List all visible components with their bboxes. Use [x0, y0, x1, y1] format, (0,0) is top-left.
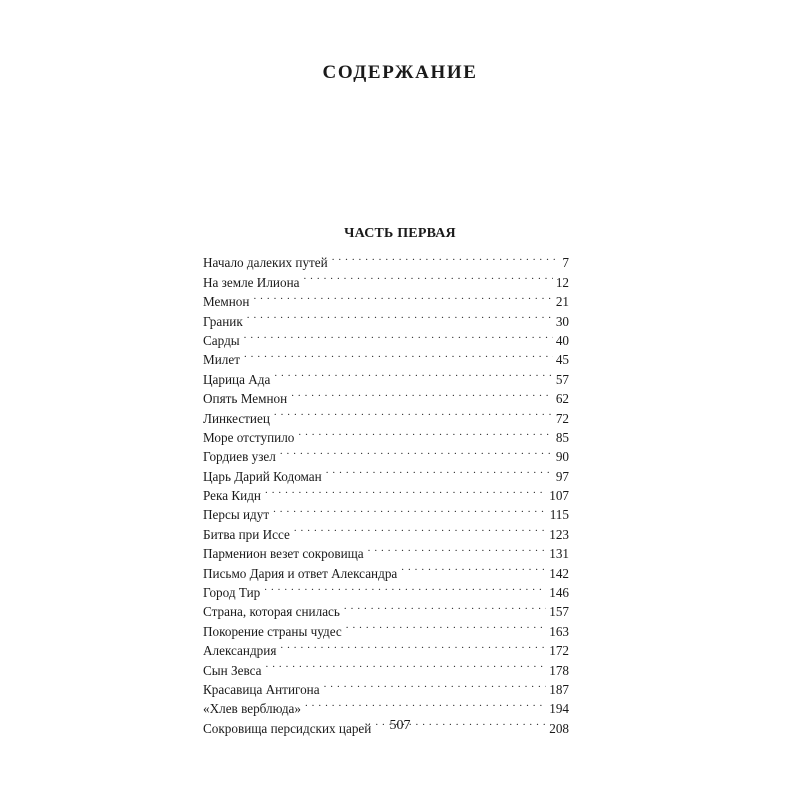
toc-entry-page: 131 [549, 546, 569, 562]
toc-entry-title: Александрия [203, 641, 280, 660]
dot-leader [291, 384, 553, 403]
toc-entry-page: 12 [555, 274, 569, 290]
toc-entry-title: Линкестиец [203, 409, 274, 428]
dot-leader [264, 578, 546, 597]
dot-leader [332, 248, 558, 267]
toc-entry-title: На земле Илиона [203, 273, 303, 292]
toc-entry-page: 62 [555, 391, 569, 407]
toc-entry-page: 208 [549, 720, 569, 736]
dot-leader [303, 267, 552, 286]
toc-entry-title: Царица Ада [203, 370, 274, 389]
toc-entry-page: 90 [555, 449, 569, 465]
dot-leader [324, 675, 547, 694]
toc-entry-page: 123 [549, 526, 569, 542]
toc-entry-page: 178 [549, 662, 569, 678]
toc-entry-title: Письмо Дария и ответ Александра [203, 564, 401, 583]
toc-entry-title: Страна, которая снилась [203, 602, 344, 621]
dot-leader [244, 345, 553, 364]
dot-leader [274, 403, 553, 422]
dot-leader [344, 597, 546, 616]
dot-leader [401, 558, 546, 577]
dot-leader [244, 326, 553, 345]
toc-entry [203, 326, 569, 348]
toc-entry-title: Красавица Антигона [203, 680, 324, 699]
dot-leader [326, 461, 553, 480]
part-title: ЧАСТЬ ПЕРВАЯ [344, 226, 456, 241]
toc-entry-title: Сокровища персидских царей [203, 719, 375, 738]
dot-leader [368, 539, 547, 558]
toc-entry-title: Сарды [203, 331, 244, 350]
toc-entry-title: Покорение страны чудес [203, 622, 346, 641]
toc-entry-page: 45 [555, 352, 569, 368]
toc-entry-page: 72 [555, 410, 569, 426]
toc-entry-page: 85 [555, 429, 569, 445]
toc-entry-page: 21 [555, 294, 569, 310]
toc-entry-title: Сын Зевса [203, 661, 266, 680]
dot-leader [253, 287, 552, 306]
toc-entry-page: 30 [555, 313, 569, 329]
dot-leader [265, 481, 546, 500]
dot-leader [274, 364, 552, 383]
dot-leader [247, 306, 553, 325]
toc-entry-page: 187 [549, 681, 569, 697]
toc-entry-page: 7 [562, 255, 569, 271]
toc-entry-page: 57 [555, 371, 569, 387]
toc-entry-title: Парменион везет сокровища [203, 544, 368, 563]
toc-entry-page: 40 [555, 332, 569, 348]
toc-entry-title: Море отступило [203, 428, 298, 447]
toc-entry-title: Опять Мемнон [203, 389, 291, 408]
toc-entry-title: Начало далеких путей [203, 253, 332, 272]
dot-leader [346, 616, 546, 635]
toc-entry-page: 142 [549, 565, 569, 581]
toc-entry [203, 306, 569, 329]
toc-entry-title: Царь Дарий Кодоман [203, 467, 326, 486]
toc-entry [203, 248, 569, 271]
toc-entry [203, 345, 569, 368]
toc-entry-title: Город Тир [203, 583, 264, 602]
dot-leader [273, 500, 547, 519]
dot-leader [305, 694, 546, 713]
toc-entry-title: Граник [203, 312, 247, 331]
toc-entry-page: 107 [549, 488, 569, 504]
toc-entry [203, 364, 569, 387]
dot-leader [280, 636, 546, 655]
page-title: СОДЕРЖАНИЕ [322, 62, 478, 83]
toc-entry-title: Битва при Иссе [203, 525, 294, 544]
toc-entry [203, 287, 569, 310]
table-of-contents [203, 248, 569, 736]
toc-entry-title: Река Кидн [203, 486, 265, 505]
toc-entry-title: Гордиев узел [203, 447, 280, 466]
toc-entry-title: Милет [203, 350, 244, 369]
toc-entry-page: 172 [549, 643, 569, 659]
dot-leader [266, 655, 547, 674]
toc-entry-page: 163 [549, 623, 569, 639]
toc-entry-page: 157 [549, 604, 569, 620]
toc-entry-title: Персы идут [203, 505, 273, 524]
toc-entry-title: Мемнон [203, 292, 253, 311]
page-number: 507 [389, 718, 411, 733]
toc-entry-page: 194 [549, 701, 569, 717]
toc-entry-title: «Хлев верблюда» [203, 699, 305, 718]
toc-entry-page: 115 [549, 507, 569, 523]
toc-entry-page: 97 [555, 468, 569, 484]
dot-leader [294, 519, 546, 538]
dot-leader [280, 442, 553, 461]
toc-entry-page: 146 [549, 585, 569, 601]
dot-leader [298, 423, 552, 442]
